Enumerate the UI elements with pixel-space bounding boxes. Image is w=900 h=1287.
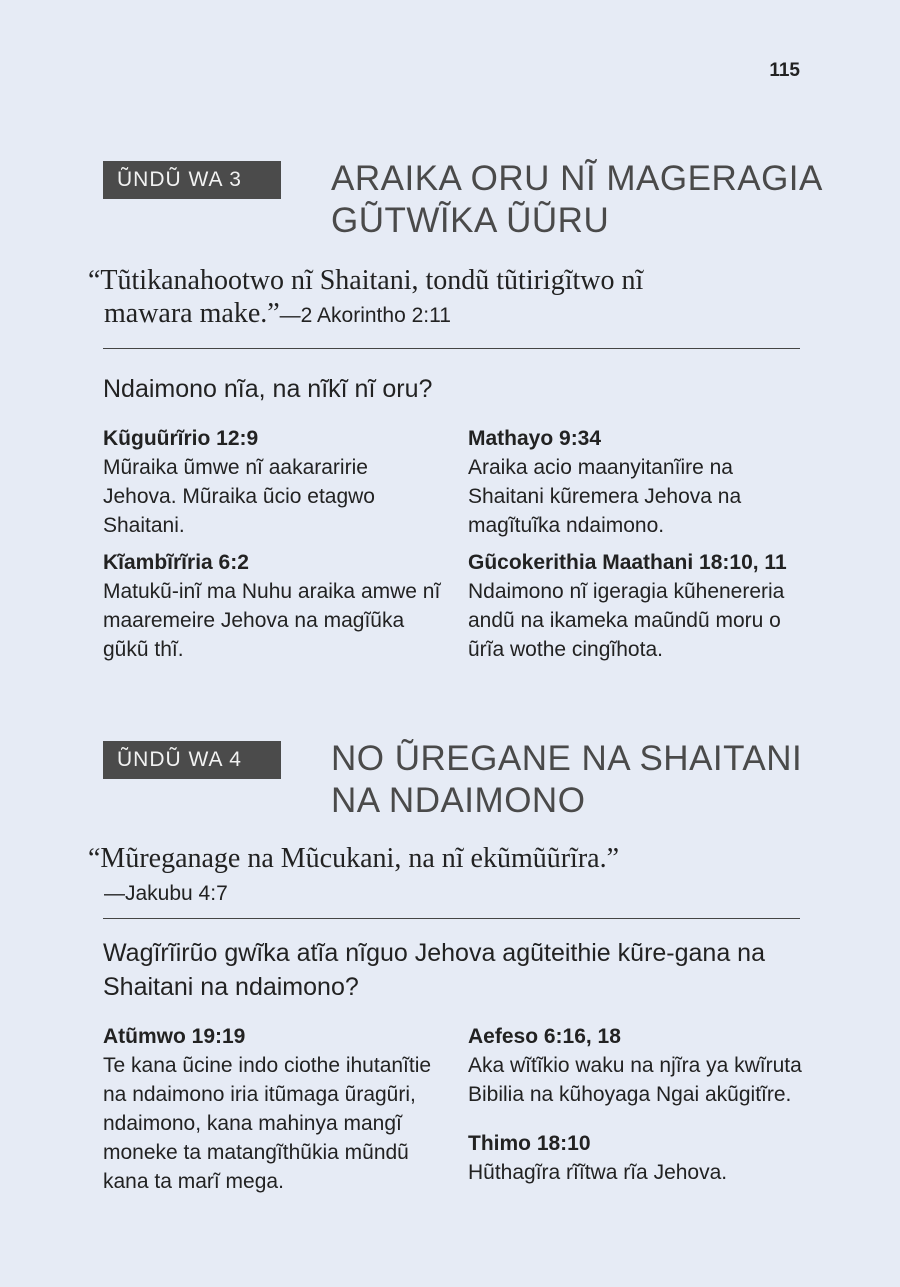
verse-item <box>468 548 808 664</box>
divider <box>103 348 800 349</box>
verse-text: Te kana ũcine indo ciothe ihutanĩtie na ndaimono iria itũmaga ũragũri, ndaimono, kana mahinya mangĩ moneke ta matangĩthũkia mũndũ kana ta marĩ mega. <box>103 1054 432 1193</box>
section-heading <box>331 738 831 822</box>
quote-line-1: “Tũtikanahootwo nĩ Shaitani, tondũ tũtirigĩtwo nĩ <box>88 265 644 296</box>
section-tag: ŨNDŨ WA 3 <box>103 161 281 199</box>
verse-item <box>468 1129 808 1187</box>
divider <box>103 918 800 919</box>
verse-reference: Aefeso 6:16, 18 <box>468 1025 621 1048</box>
quote-line-2-wrap <box>88 875 808 910</box>
verse-reference: Kũguũrĩrio 12:9 <box>103 427 259 450</box>
verse-column-left <box>103 1022 443 1204</box>
verse-item <box>103 548 443 664</box>
heading-line-2: GŨTWĨKA ŨŨRU <box>331 201 610 240</box>
scripture-quote <box>88 264 808 332</box>
verse-reference: Kĩambĩrĩria 6:2 <box>103 551 249 574</box>
verse-item <box>468 424 808 540</box>
quote-line-2-wrap <box>88 297 808 332</box>
verse-column-right <box>468 1022 808 1195</box>
verse-item <box>468 1022 808 1109</box>
quote-line-1: “Mũreganage na Mũcukani, na nĩ ekũmũũrĩra.” <box>88 843 620 874</box>
heading-line-2: NA NDAIMONO <box>331 781 586 820</box>
verse-item <box>103 1022 443 1196</box>
verse-text: Hũthagĩra rĩĩtwa rĩa Jehova. <box>468 1161 728 1184</box>
section-heading <box>331 158 831 242</box>
verse-item <box>103 424 443 540</box>
section-question: Ndaimono nĩa, na nĩkĩ nĩ oru? <box>103 375 433 403</box>
verse-text: Matukũ-inĩ ma Nuhu araika amwe nĩ maaremeire Jehova na magĩũka gũkũ thĩ. <box>103 580 441 661</box>
verse-text: Mũraika ũmwe nĩ aakararirie Jehova. Mũraika ũcio etagwo Shaitani. <box>103 456 375 537</box>
verse-text: Araika acio maanyitanĩire na Shaitani kũremera Jehova na magĩtuĩka ndaimono. <box>468 456 742 537</box>
quote-reference: —2 Akorintho 2:11 <box>279 304 451 327</box>
verse-reference: Thimo 18:10 <box>468 1132 591 1155</box>
page-number: 115 <box>769 60 800 81</box>
verse-reference: Mathayo 9:34 <box>468 427 602 450</box>
scripture-quote <box>88 842 808 910</box>
verse-text: Ndaimono nĩ igeragia kũhenereria andũ na ikameka maũndũ moru o ũrĩa wothe cingĩhota. <box>468 580 785 661</box>
quote-reference: —Jakubu 4:7 <box>104 882 228 905</box>
quote-line-2: mawara make.” <box>104 298 280 329</box>
verse-column-left <box>103 424 443 672</box>
section-tag: ŨNDŨ WA 4 <box>103 741 281 779</box>
verse-text: Aka wĩtĩkio waku na njĩra ya kwĩruta Bibilia na kũhoyaga Ngai akũgitĩre. <box>468 1054 802 1106</box>
verse-reference: Atũmwo 19:19 <box>103 1025 246 1048</box>
heading-line-1: ARAIKA ORU NĨ MAGERAGIA <box>331 159 823 198</box>
section-question: Wagĩrĩirũo gwĩka atĩa nĩguo Jehova agũteithie kũre-gana na Shaitani na ndaimono? <box>103 939 765 1001</box>
verse-reference: Gũcokerithia Maathani 18:10, 11 <box>468 551 787 574</box>
heading-line-1: NO ŨREGANE NA SHAITANI <box>331 739 803 778</box>
verse-column-right <box>468 424 808 672</box>
